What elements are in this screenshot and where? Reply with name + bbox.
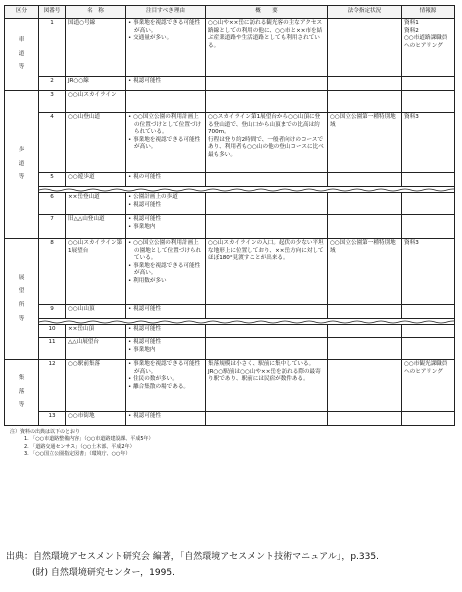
site-name: ○○山山頂 xyxy=(66,305,126,319)
source-cell xyxy=(402,193,455,215)
reasons-cell xyxy=(126,91,206,113)
reason-item: • 離合集散の場である。 xyxy=(128,384,203,392)
reason-item: • 事業地内 xyxy=(128,347,203,355)
reasons-cell xyxy=(126,77,206,91)
summary-cell xyxy=(206,338,328,360)
table-row xyxy=(5,215,455,239)
table-row xyxy=(5,113,455,173)
figure-number: 2 xyxy=(39,77,66,91)
table-row xyxy=(5,173,455,187)
reasons-cell xyxy=(126,305,206,319)
reasons-list xyxy=(128,20,203,43)
reason-item: • 視認可能性 xyxy=(128,78,203,86)
table-row xyxy=(5,19,455,77)
site-name: JR○○線 xyxy=(66,77,126,91)
reasons-cell xyxy=(126,412,206,426)
table-header-row xyxy=(5,6,455,19)
reasons-list xyxy=(128,240,203,285)
group-label-char: 落 xyxy=(18,388,25,395)
table-row xyxy=(5,239,455,305)
source-cell: 資料3 xyxy=(402,113,455,173)
source-cell xyxy=(402,305,455,319)
figure-number: 10 xyxy=(39,325,66,338)
reasons-cell xyxy=(126,215,206,239)
table-row xyxy=(5,77,455,91)
law-status-cell xyxy=(328,360,402,412)
citation-line-1: 出典：自然環境アセスメント研究会 編著，「自然環境アセスメント技術マニュアル」，p.335. xyxy=(6,552,379,562)
citation xyxy=(6,549,379,581)
summary-cell: ○○山スカイラインの入口。起伏の少ない平坦な地形上に位置しており、××岳方向に対してほぼ180°見渡すことが出来る。 xyxy=(206,239,328,305)
reasons-list xyxy=(128,78,203,86)
document xyxy=(4,5,454,458)
source-cell xyxy=(402,77,455,91)
note-line: 3. 「○○国立公園指定図書」（環境庁、○○年） xyxy=(24,450,131,457)
reasons-cell xyxy=(126,360,206,412)
reason-item: • 公園計画上の歩道 xyxy=(128,194,203,202)
reason-item: • 事業地を視認できる可能性が高い。 xyxy=(128,137,203,152)
reasons-list xyxy=(128,194,203,209)
summary-cell xyxy=(206,77,328,91)
reasons-list xyxy=(128,114,203,152)
figure-number: 3 xyxy=(39,91,66,113)
group-label-char: 望 xyxy=(18,288,25,295)
reason-item: • 視認可能性 xyxy=(128,326,203,334)
reason-item: • 住民の数が多い。 xyxy=(128,376,203,384)
figure-number: 9 xyxy=(39,305,66,319)
site-name: 旧△△山登山道 xyxy=(66,215,126,239)
source-cell xyxy=(402,325,455,338)
reasons-cell xyxy=(126,173,206,187)
wavy-break-line xyxy=(39,188,455,192)
section-break xyxy=(5,187,455,193)
reasons-list xyxy=(128,174,203,182)
figure-number: 5 xyxy=(39,173,66,187)
reasons-cell xyxy=(126,113,206,173)
column-header: 区分 xyxy=(5,6,39,19)
reasons-cell xyxy=(126,338,206,360)
group-label xyxy=(5,19,39,91)
law-status-cell xyxy=(328,19,402,77)
figure-number: 7 xyxy=(39,215,66,239)
site-name: ××岳登山道 xyxy=(66,193,126,215)
figure-number: 12 xyxy=(39,360,66,412)
reasons-list xyxy=(128,361,203,391)
note-line: 2. 「道路交通センサス」（○○土木部、平成2年） xyxy=(24,443,135,450)
figure-number: 8 xyxy=(39,239,66,305)
table-row xyxy=(5,412,455,426)
group-label-char: 車 xyxy=(18,37,25,44)
figure-number: 4 xyxy=(39,113,66,173)
summary-cell xyxy=(206,305,328,319)
section-break-cell xyxy=(39,187,455,193)
site-name: ××岳山頂 xyxy=(66,325,126,338)
table-row xyxy=(5,325,455,338)
reasons-list xyxy=(128,413,203,421)
law-status-cell: ○○国立公園第一種特別地域 xyxy=(328,113,402,173)
reason-item: • 事業地を視認できる可能性が高い。 xyxy=(128,20,203,35)
group-label xyxy=(5,91,39,239)
law-status-cell xyxy=(328,412,402,426)
column-header: 注目すべき理由 xyxy=(126,6,206,19)
summary-cell: ○○山や××岳に訪れる観光客の主なアクセス路線としての利用の他に、○○市と××市を結ぶ産業道路や生活道路としても利用されている。 xyxy=(206,19,328,77)
group-label-char: 集 xyxy=(18,375,25,382)
source-cell: ○○市観光課職員へのヒアリング xyxy=(402,360,455,412)
reason-item: • 視認可能性 xyxy=(128,339,203,347)
summary-cell xyxy=(206,91,328,113)
table-row xyxy=(5,360,455,412)
figure-number: 6 xyxy=(39,193,66,215)
section-break xyxy=(5,319,455,325)
site-name: ○○山スカイライン第1展望台 xyxy=(66,239,126,305)
group-label-char: 等 xyxy=(18,402,25,409)
reasons-list xyxy=(128,306,203,314)
law-status-cell xyxy=(328,305,402,319)
column-header: 法令指定状況 xyxy=(328,6,402,19)
group-label-char: 道 xyxy=(18,160,25,167)
viewpoint-table xyxy=(4,5,455,426)
figure-number: 1 xyxy=(39,19,66,77)
reason-item: • ○○国立公園の利用計画上の位置づけとして位置づけられている。 xyxy=(128,114,203,137)
reasons-cell xyxy=(126,193,206,215)
summary-cell xyxy=(206,193,328,215)
reason-item: • 視認可能性 xyxy=(128,413,203,421)
source-cell: 資料1 資料2 ○○市道路課職員へのヒアリング xyxy=(402,19,455,77)
table-row xyxy=(5,338,455,360)
section-break-cell xyxy=(39,319,455,325)
summary-cell xyxy=(206,173,328,187)
summary-cell xyxy=(206,215,328,239)
law-status-cell xyxy=(328,77,402,91)
group-label-char: 等 xyxy=(18,64,25,71)
reason-item: • 視の可能性 xyxy=(128,174,203,182)
table-notes xyxy=(4,429,454,458)
figure-number: 13 xyxy=(39,412,66,426)
reason-item: • 交通量が多い。 xyxy=(128,35,203,43)
group-label-char: 展 xyxy=(18,274,25,281)
group-label-char: 歩 xyxy=(18,147,25,154)
source-cell xyxy=(402,91,455,113)
table-row xyxy=(5,305,455,319)
note-line: 1. 「○○市道路整備内容」（○○市道路建設課、平成5年） xyxy=(24,436,154,443)
table-row xyxy=(5,193,455,215)
law-status-cell xyxy=(328,338,402,360)
column-header: 図番号 xyxy=(39,6,66,19)
summary-cell: ○○スカイライン第1展望台から○○山頂に登る登山道で、登山口から山頂までの比高は約700m。 行程は登り約2時間で、一般者向けのコースであり、利用者も○○山の他の登山コースに比べ最も多い。 xyxy=(206,113,328,173)
reason-item: • 利用数が多い xyxy=(128,278,203,286)
table-row xyxy=(5,91,455,113)
group-label xyxy=(5,360,39,426)
reasons-list xyxy=(128,339,203,354)
reason-item: • 視認可能性 xyxy=(128,216,203,224)
reason-item: • 視認可能性 xyxy=(128,306,203,314)
note-line: 注）資料の出典は以下のとおり xyxy=(10,429,81,435)
law-status-cell xyxy=(328,215,402,239)
site-name: ○○駅前集落 xyxy=(66,360,126,412)
law-status-cell: ○○国立公園第一種特別地域 xyxy=(328,239,402,305)
reason-item: • 視認可能性 xyxy=(128,202,203,210)
site-name: ○○遊歩道 xyxy=(66,173,126,187)
reasons-cell xyxy=(126,19,206,77)
wavy-break-line xyxy=(39,320,455,324)
law-status-cell xyxy=(328,193,402,215)
reasons-list xyxy=(128,216,203,231)
reasons-list xyxy=(128,326,203,334)
group-label-char: 所 xyxy=(18,302,25,308)
group-label-char: 等 xyxy=(18,174,25,181)
column-header: 概 要 xyxy=(206,6,328,19)
site-name: 国道○号線 xyxy=(66,19,126,77)
group-label-char: 道 xyxy=(18,50,25,57)
site-name: ○○山スカイライン xyxy=(66,91,126,113)
site-name: △△山展望台 xyxy=(66,338,126,360)
column-header: 情報源 xyxy=(402,6,455,19)
source-cell: 資料3 xyxy=(402,239,455,305)
column-header: 名 称 xyxy=(66,6,126,19)
source-cell xyxy=(402,338,455,360)
summary-cell: 集落規模は小さく、駅前に集中している。 JR○○駅前は○○山や××岳を訪れる際の最寄り駅であり、駅前には民宿が数件ある。 xyxy=(206,360,328,412)
law-status-cell xyxy=(328,91,402,113)
reason-item: • ○○国立公園の利用計画上の園地として位置づけられている。 xyxy=(128,240,203,263)
reason-item: • 事業地を視認できる可能性が高い。 xyxy=(128,263,203,278)
summary-cell xyxy=(206,325,328,338)
source-cell xyxy=(402,215,455,239)
reasons-cell xyxy=(126,239,206,305)
table-body xyxy=(5,19,455,426)
law-status-cell xyxy=(328,325,402,338)
figure-number: 11 xyxy=(39,338,66,360)
law-status-cell xyxy=(328,173,402,187)
group-label-char: 等 xyxy=(18,315,25,322)
source-cell xyxy=(402,412,455,426)
group-label xyxy=(5,239,39,360)
summary-cell xyxy=(206,412,328,426)
citation-line-2: (財) 自然環境研究センター，1995. xyxy=(32,568,175,578)
reasons-cell xyxy=(126,325,206,338)
reason-item: • 事業地を視認できる可能性が高い。 xyxy=(128,361,203,376)
source-cell xyxy=(402,173,455,187)
site-name: ○○山登山道 xyxy=(66,113,126,173)
reason-item: • 事業地内 xyxy=(128,224,203,232)
site-name: ○○市街地 xyxy=(66,412,126,426)
